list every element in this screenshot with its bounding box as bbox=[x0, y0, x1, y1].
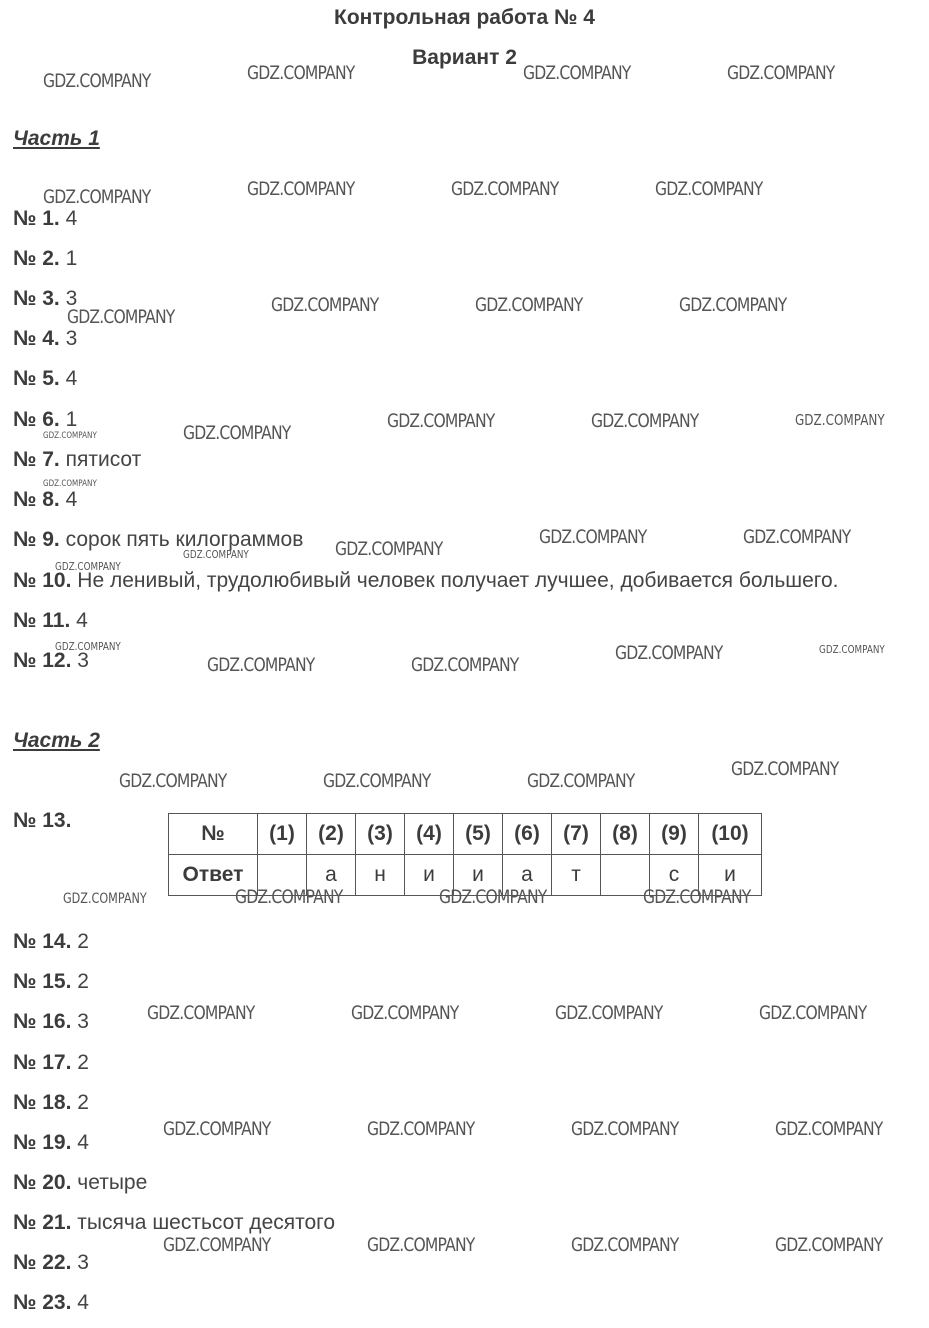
task-answer: 4 bbox=[65, 207, 78, 230]
task-answer: 4 bbox=[65, 367, 78, 390]
task-answer: 2 bbox=[77, 970, 89, 993]
watermark: GDZ.COMPANY bbox=[795, 411, 885, 429]
variant-title: Вариант 2 bbox=[412, 46, 517, 69]
table-cell: и bbox=[405, 855, 454, 896]
task-number: № 22. bbox=[13, 1251, 72, 1274]
table-cell: и bbox=[454, 855, 503, 896]
task-answer: 3 bbox=[77, 1010, 89, 1033]
watermark: GDZ.COMPANY bbox=[411, 654, 519, 676]
watermark: GDZ.COMPANY bbox=[55, 560, 121, 573]
task-number: № 4. bbox=[13, 327, 60, 350]
watermark: GDZ.COMPANY bbox=[55, 640, 121, 653]
answer-row bbox=[13, 247, 77, 271]
answer-row bbox=[13, 528, 303, 552]
answer-row bbox=[13, 448, 141, 472]
task-number: № 17. bbox=[13, 1051, 72, 1074]
watermark: GDZ.COMPANY bbox=[591, 410, 699, 432]
watermark: GDZ.COMPANY bbox=[183, 548, 249, 561]
watermark: GDZ.COMPANY bbox=[743, 526, 851, 548]
answer-row bbox=[13, 488, 77, 512]
answer-row bbox=[13, 408, 77, 432]
task-answer: 2 bbox=[77, 1051, 89, 1074]
task-number: № 16. bbox=[13, 1010, 72, 1033]
answer-row bbox=[13, 569, 839, 593]
table-header-row bbox=[169, 814, 762, 855]
answer-row bbox=[13, 1211, 335, 1235]
answer-row bbox=[13, 1131, 89, 1155]
task-answer: четыре bbox=[77, 1171, 148, 1194]
task-answer: пятисот bbox=[65, 448, 142, 471]
watermark: GDZ.COMPANY bbox=[43, 70, 151, 92]
watermark: GDZ.COMPANY bbox=[119, 770, 227, 792]
watermark: GDZ.COMPANY bbox=[207, 654, 315, 676]
answer-row bbox=[13, 1171, 147, 1195]
answer-row bbox=[13, 327, 77, 351]
task-answer: 4 bbox=[65, 488, 78, 511]
table-header-cell: (7) bbox=[552, 814, 601, 855]
watermark: GDZ.COMPANY bbox=[727, 62, 835, 84]
task-number: № 9. bbox=[13, 528, 60, 551]
task-answer: 2 bbox=[77, 1091, 89, 1114]
table-header-cell: (5) bbox=[454, 814, 503, 855]
watermark: GDZ.COMPANY bbox=[571, 1118, 679, 1140]
task-answer: 3 bbox=[65, 287, 78, 310]
task-number: № 5. bbox=[13, 367, 60, 390]
answer-row bbox=[13, 609, 88, 633]
watermark: GDZ.COMPANY bbox=[527, 770, 635, 792]
watermark: GDZ.COMPANY bbox=[163, 1234, 271, 1256]
watermark: GDZ.COMPANY bbox=[147, 1002, 255, 1024]
task-answer: 4 bbox=[77, 1291, 89, 1314]
table-header-cell: (8) bbox=[601, 814, 650, 855]
watermark: GDZ.COMPANY bbox=[63, 891, 147, 907]
task-answer: 4 bbox=[77, 1131, 89, 1154]
watermark: GDZ.COMPANY bbox=[387, 410, 495, 432]
watermark: GDZ.COMPANY bbox=[335, 538, 443, 560]
task-number: № 23. bbox=[13, 1291, 72, 1314]
table-header-label: № bbox=[169, 814, 258, 855]
task-answer: 4 bbox=[76, 609, 88, 632]
table-cell: а bbox=[307, 855, 356, 896]
task-number: № 20. bbox=[13, 1171, 72, 1194]
table-header-cell: (3) bbox=[356, 814, 405, 855]
watermark: GDZ.COMPANY bbox=[247, 62, 355, 84]
task-number: № 2. bbox=[13, 247, 60, 270]
answer-row bbox=[13, 1291, 89, 1315]
task-answer: 2 bbox=[77, 930, 89, 953]
task-answer: 3 bbox=[65, 327, 78, 350]
watermark: GDZ.COMPANY bbox=[655, 178, 763, 200]
task-number: № 14. bbox=[13, 930, 72, 953]
watermark: GDZ.COMPANY bbox=[67, 306, 175, 328]
table-cell: а bbox=[503, 855, 552, 896]
watermark: GDZ.COMPANY bbox=[775, 1234, 883, 1256]
task-answer: 1 bbox=[65, 408, 78, 431]
watermark: GDZ.COMPANY bbox=[351, 1002, 459, 1024]
watermark: GDZ.COMPANY bbox=[523, 62, 631, 84]
table-header-cell: (1) bbox=[258, 814, 307, 855]
task-number: № 1. bbox=[13, 207, 60, 230]
watermark: GDZ.COMPANY bbox=[615, 642, 723, 664]
task-number: № 8. bbox=[13, 488, 60, 511]
task-answer: 3 bbox=[77, 649, 89, 672]
task-number: № 11. bbox=[13, 609, 71, 632]
watermark: GDZ.COMPANY bbox=[43, 479, 97, 489]
watermark: GDZ.COMPANY bbox=[367, 1234, 475, 1256]
task-number: № 19. bbox=[13, 1131, 72, 1154]
answer-row bbox=[13, 1051, 89, 1075]
table-cell: т bbox=[552, 855, 601, 896]
watermark: GDZ.COMPANY bbox=[439, 886, 547, 908]
task-number: № 21. bbox=[13, 1211, 72, 1234]
task-answer: тысяча шестьсот десятого bbox=[77, 1211, 336, 1234]
watermark: GDZ.COMPANY bbox=[775, 1118, 883, 1140]
watermark: GDZ.COMPANY bbox=[235, 886, 343, 908]
watermark: GDZ.COMPANY bbox=[247, 178, 355, 200]
task-number: № 13. bbox=[13, 809, 72, 832]
answer-row bbox=[13, 970, 89, 994]
watermark: GDZ.COMPANY bbox=[819, 643, 885, 656]
answer-row bbox=[13, 809, 71, 833]
watermark: GDZ.COMPANY bbox=[643, 886, 751, 908]
table-header-cell: (2) bbox=[307, 814, 356, 855]
task-number: № 12. bbox=[13, 649, 72, 672]
watermark: GDZ.COMPANY bbox=[163, 1118, 271, 1140]
table-cell: с bbox=[650, 855, 699, 896]
watermark: GDZ.COMPANY bbox=[555, 1002, 663, 1024]
answer-row bbox=[13, 930, 89, 954]
watermark: GDZ.COMPANY bbox=[451, 178, 559, 200]
answer-row bbox=[13, 1091, 89, 1115]
task-number: № 10. bbox=[13, 569, 72, 592]
task-answer: Не ленивый, трудолюбивый человек получает лучшее, добивается большего. bbox=[77, 569, 839, 592]
watermark: GDZ.COMPANY bbox=[679, 294, 787, 316]
task-number: № 7. bbox=[13, 448, 60, 471]
table-header-cell: (9) bbox=[650, 814, 699, 855]
task-answer: 1 bbox=[65, 247, 78, 270]
page-title: Контрольная работа № 4 bbox=[334, 6, 595, 29]
watermark: GDZ.COMPANY bbox=[571, 1234, 679, 1256]
task-number: № 15. bbox=[13, 970, 72, 993]
answer-row bbox=[13, 1251, 89, 1275]
answer-row bbox=[13, 367, 77, 391]
table-cell: и bbox=[699, 855, 762, 896]
table-answer-label: Ответ bbox=[169, 855, 258, 896]
part2-heading: Часть 2 bbox=[13, 729, 100, 752]
task13-table bbox=[168, 813, 762, 896]
task-number: № 6. bbox=[13, 408, 60, 431]
task-answer: 3 bbox=[77, 1251, 89, 1274]
answer-row bbox=[13, 207, 77, 231]
watermark: GDZ.COMPANY bbox=[183, 422, 291, 444]
watermark: GDZ.COMPANY bbox=[43, 186, 151, 208]
table-header-cell: (4) bbox=[405, 814, 454, 855]
table-cell: н bbox=[356, 855, 405, 896]
watermark: GDZ.COMPANY bbox=[475, 294, 583, 316]
watermark: GDZ.COMPANY bbox=[271, 294, 379, 316]
answer-row bbox=[13, 1010, 89, 1034]
part1-heading: Часть 1 bbox=[13, 127, 100, 150]
watermark: GDZ.COMPANY bbox=[539, 526, 647, 548]
task-number: № 3. bbox=[13, 287, 60, 310]
table-header-cell: (10) bbox=[699, 814, 762, 855]
task-answer: сорок пять килограммов bbox=[65, 528, 304, 551]
watermark: GDZ.COMPANY bbox=[367, 1118, 475, 1140]
watermark: GDZ.COMPANY bbox=[43, 431, 97, 441]
watermark: GDZ.COMPANY bbox=[759, 1002, 867, 1024]
watermark: GDZ.COMPANY bbox=[323, 770, 431, 792]
watermark: GDZ.COMPANY bbox=[731, 758, 839, 780]
task-number: № 18. bbox=[13, 1091, 72, 1114]
table-header-cell: (6) bbox=[503, 814, 552, 855]
